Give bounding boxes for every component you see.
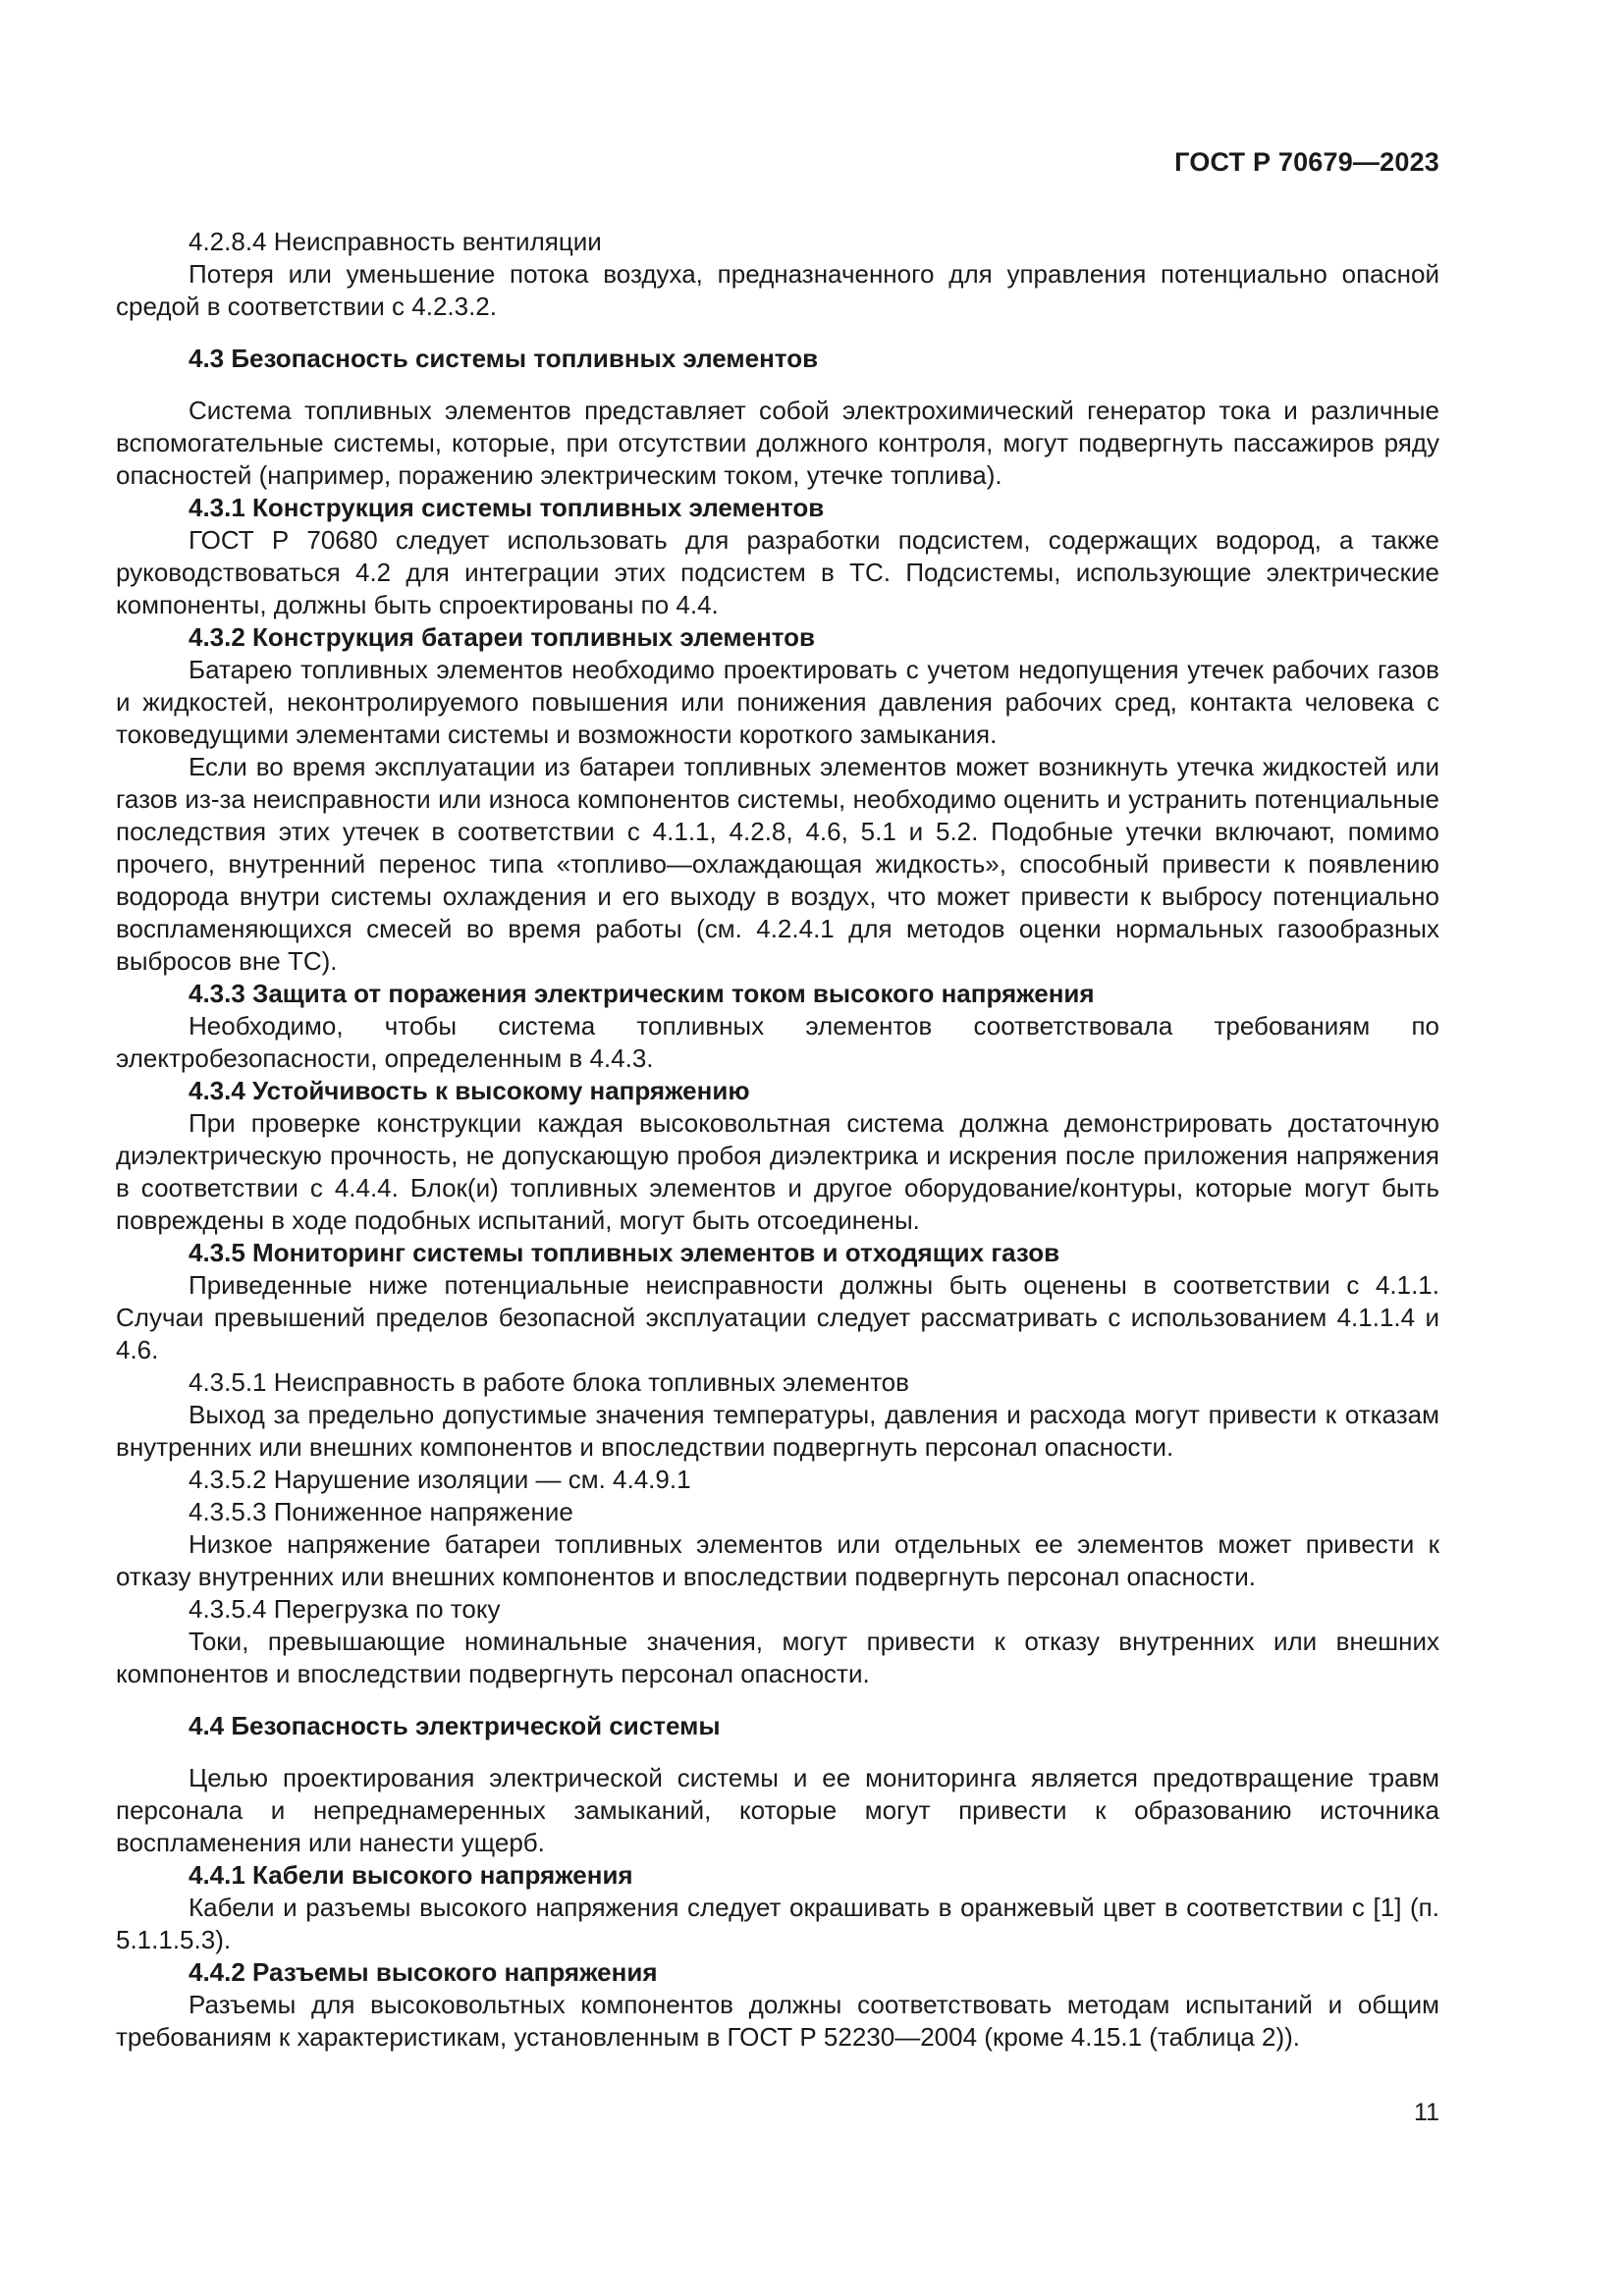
clause-4-3-5-3-text: Низкое напряжение батареи топливных элементов или отдельных ее элементов может привести к отказу внутренних или внешних компонентов и впоследствии подвергнуть персонал опасности. [116, 1529, 1439, 1591]
clause-4-4-2-heading: 4.4.2 Разъемы высокого напряжения [189, 1957, 658, 1987]
document-code-header: ГОСТ Р 70679—2023 [1174, 147, 1439, 177]
clause-4-3-5-heading: 4.3.5 Мониторинг системы топливных элементов и отходящих газов [189, 1238, 1060, 1267]
section-4-4-text: Целью проектирования электрической системы и ее мониторинга является предотвращение травм персонала и непреднамеренных замыканий, которые могут привести к образованию источника воспламенения или нанести ущерб. [116, 1763, 1439, 1857]
clause-4-3-5-3-title: 4.3.5.3 Пониженное напряжение [189, 1497, 573, 1526]
clause-4-3-4-heading: 4.3.4 Устойчивость к высокому напряжению [189, 1076, 750, 1105]
clause-4-4-1-heading: 4.4.1 Кабели высокого напряжения [189, 1860, 633, 1890]
clause-4-3-2-text-1: Батарею топливных элементов необходимо проектировать с учетом недопущения утечек рабочих газов и жидкостей, неконтролируемого повышения или понижения давления рабочих сред, контакта человека с токоведущими элементами системы и возможности короткого замыкания. [116, 655, 1439, 749]
clause-4-3-3-text: Необходимо, чтобы система топливных элементов соответствовала требованиям по электробезопасности, определенным в 4.4.3. [116, 1011, 1439, 1073]
clause-4-4-1-text: Кабели и разъемы высокого напряжения следует окрашивать в оранжевый цвет в соответствии с [1] (п. 5.1.1.5.3). [116, 1893, 1439, 1954]
document-body [116, 226, 1439, 2054]
clause-4-3-5-1-title: 4.3.5.1 Неисправность в работе блока топливных элементов [189, 1367, 909, 1397]
clause-4-3-5-1-text: Выход за предельно допустимые значения температуры, давления и расхода могут привести к отказам внутренних или внешних компонентов и впоследствии подвергнуть персонал опасности. [116, 1400, 1439, 1462]
clause-4-3-4-text: При проверке конструкции каждая высоковольтная система должна демонстрировать достаточную диэлектрическую прочность, не допускающую пробоя диэлектрика и искрения после приложения напряжения в соответствии с 4.4.4. Блок(и) топливных элементов и другое оборудование/контуры, которые могут быть повреждены в ходе подобных испытаний, могут быть отсоединены. [116, 1108, 1439, 1235]
clause-4-3-2-heading: 4.3.2 Конструкция батареи топливных элементов [189, 622, 816, 652]
clause-4-3-5-text: Приведенные ниже потенциальные неисправности должны быть оценены в соответствии с 4.1.1. Случаи превышений пределов безопасной эксплуатации следует рассматривать с использованием 4.1.1.4 и 4.6. [116, 1270, 1439, 1364]
clause-4-3-1-text: ГОСТ Р 70680 следует использовать для разработки подсистем, содержащих водород, а также руководствоваться 4.2 для интеграции этих подсистем в ТС. Подсистемы, использующие электрические компоненты, должны быть спроектированы по 4.4. [116, 525, 1439, 619]
clause-4-2-8-4-text: Потеря или уменьшение потока воздуха, предназначенного для управления потенциально опасной средой в соответствии с 4.2.3.2. [116, 259, 1439, 321]
page-number: 11 [1414, 2099, 1439, 2126]
section-4-3-text: Система топливных элементов представляет собой электрохимический генератор тока и различные вспомогательные системы, которые, при отсутствии должного контроля, могут подвергнуть пассажиров ряду опасностей (например, поражению электрическим током, утечке топлива). [116, 396, 1439, 490]
clause-4-3-5-4-title: 4.3.5.4 Перегрузка по току [189, 1594, 501, 1624]
clause-4-3-2-text-2: Если во время эксплуатации из батареи топливных элементов может возникнуть утечка жидкостей или газов из-за неисправности или износа компонентов системы, необходимо оценить и устранить потенциальные последствия этих утечек в соответствии с 4.1.1, 4.2.8, 4.6, 5.1 и 5.2. Подобные утечки включают, помимо прочего, внутренний перенос типа «топливо—охлаждающая жидкость», способный привести к появлению водорода внутри системы охлаждения и его выходу в воздух, что может привести к выбросу потенциально воспламеняющихся смесей во время работы (см. 4.2.4.1 для методов оценки нормальных газообразных выбросов вне ТС). [116, 752, 1439, 976]
clause-4-3-1-heading: 4.3.1 Конструкция системы топливных элементов [189, 493, 825, 522]
clause-4-3-5-2-title: 4.3.5.2 Нарушение изоляции — см. 4.4.9.1 [189, 1465, 691, 1494]
clause-4-3-5-4-text: Токи, превышающие номинальные значения, могут привести к отказу внутренних или внешних компонентов и впоследствии подвергнуть персонал опасности. [116, 1627, 1439, 1688]
section-4-3-heading: 4.3 Безопасность системы топливных элементов [189, 344, 819, 373]
section-4-4-heading: 4.4 Безопасность электрической системы [189, 1711, 721, 1740]
clause-4-2-8-4-title: 4.2.8.4 Неисправность вентиляции [189, 227, 602, 256]
clause-4-4-2-text: Разъемы для высоковольтных компонентов должны соответствовать методам испытаний и общим требованиям к характеристикам, установленным в ГОСТ Р 52230—2004 (кроме 4.15.1 (таблица 2)). [116, 1990, 1439, 2052]
clause-4-3-3-heading: 4.3.3 Защита от поражения электрическим током высокого напряжения [189, 979, 1095, 1008]
